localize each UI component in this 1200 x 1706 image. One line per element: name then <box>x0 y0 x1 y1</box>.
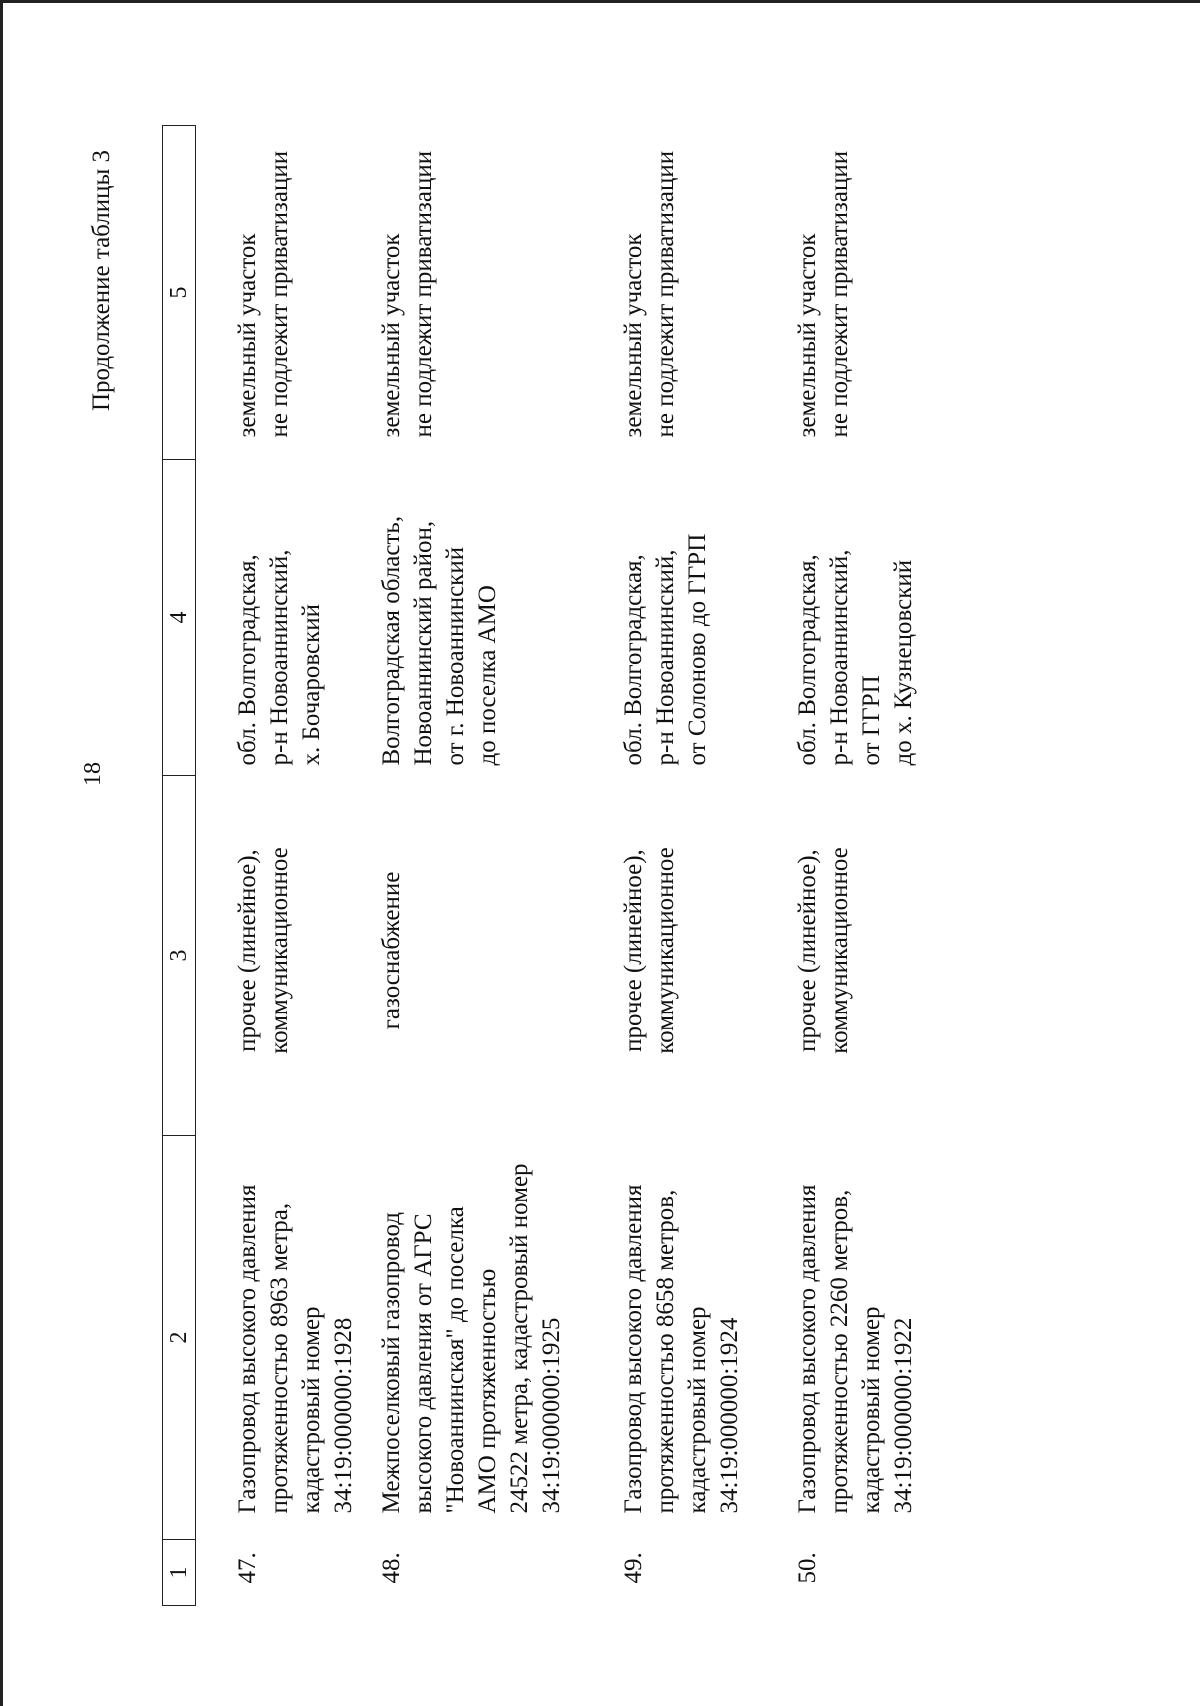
column-header-2: 2 <box>163 1136 196 1540</box>
property-table <box>162 125 920 1606</box>
column-header-5: 5 <box>163 126 196 460</box>
object-location: обл. Волгоградская, р-н Новоаннинский, от ГГРП до х. Кузнецовский <box>794 549 917 766</box>
object-location: Волгоградская область, Новоаннинский район, от г. Новоаннинский до поселка АМО <box>378 515 501 766</box>
object-type: прочее (линейное), коммуникационное <box>620 847 679 1054</box>
table-row <box>196 126 361 1606</box>
row-number: 49. <box>620 1552 647 1584</box>
object-name: Газопровод высокого давления протяженностью 8963 метра, кадастровый номер 34:19:000000:1928 <box>234 1184 357 1514</box>
table-row <box>792 126 920 1606</box>
object-type: прочее (линейное), коммуникационное <box>234 847 293 1054</box>
page-number: 18 <box>80 762 106 786</box>
column-header-4: 4 <box>163 460 196 776</box>
object-type: газоснабжение <box>378 871 405 1030</box>
row-number: 47. <box>234 1552 261 1584</box>
table-header <box>163 126 196 1606</box>
column-header-1: 1 <box>163 1540 196 1606</box>
object-note: земельный участок не подлежит приватизации <box>620 150 679 438</box>
object-note: земельный участок не подлежит приватизации <box>794 150 853 438</box>
row-number: 50. <box>794 1552 821 1584</box>
table-row <box>618 126 746 1606</box>
object-location: обл. Волгоградская, р-н Новоаннинский, х. Бочаровский <box>234 549 325 766</box>
object-name: Газопровод высокого давления протяженностью 8658 метров, кадастровый номер 34:19:000000:1924 <box>620 1184 743 1514</box>
table-continuation-label: Продолжение таблицы 3 <box>88 149 115 411</box>
object-location: обл. Волгоградская, р-н Новоаннинский, от Солоново до ГГРП <box>620 533 711 766</box>
row-number: 48. <box>378 1552 405 1584</box>
column-header-3: 3 <box>163 776 196 1136</box>
object-name: Межпоселковый газопровод высокого давления от АГРС "Новоаннинская" до поселка АМО протяженностью 24522 метра, кадастровый номер 34:19:000000:1925 <box>378 1163 565 1514</box>
object-type: прочее (линейное), коммуникационное <box>794 847 853 1054</box>
object-name: Газопровод высокого давления протяженностью 2260 метров, кадастровый номер 34:19:000000:1922 <box>794 1184 917 1514</box>
object-note: земельный участок не подлежит приватизации <box>378 150 437 438</box>
object-note: земельный участок не подлежит приватизации <box>234 150 293 438</box>
table-row <box>376 126 568 1606</box>
